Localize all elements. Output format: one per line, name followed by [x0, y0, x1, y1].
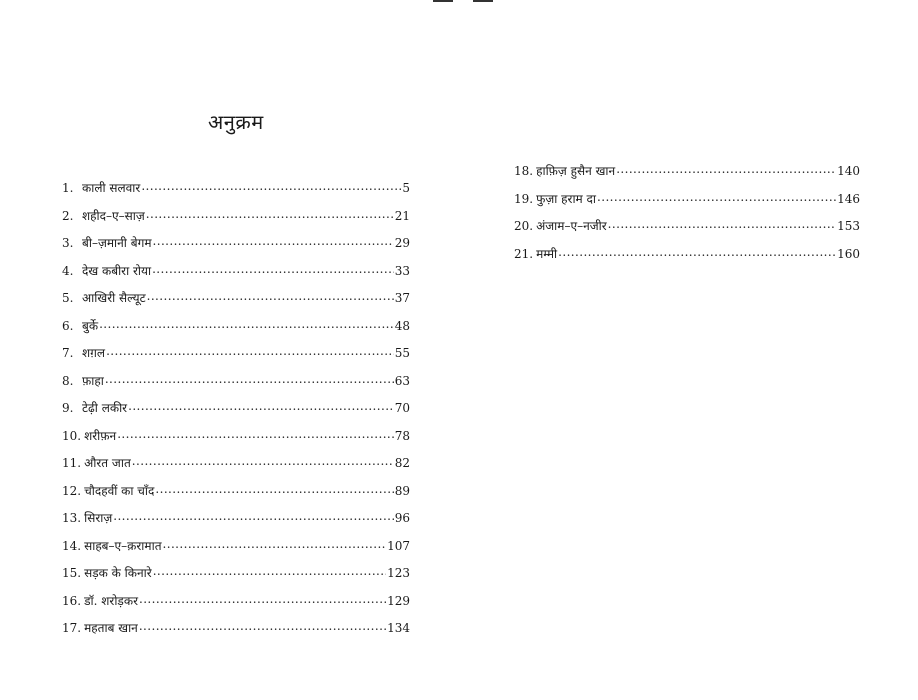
toc-entry-number: 20.: [514, 219, 534, 233]
dot-leader: [153, 565, 386, 577]
toc-entry-title: अंजाम–ए–नजीर: [536, 219, 607, 233]
toc-entry-title: फ़ाहा: [82, 373, 104, 388]
toc-entry-page: 55: [394, 346, 410, 360]
toc-entry-page: 129: [387, 593, 410, 608]
toc-entry-title: साहब–ए–क़रामात: [84, 538, 162, 553]
toc-entry: [62, 508, 410, 536]
dot-leader: [113, 510, 393, 522]
dot-leader: [117, 428, 394, 440]
dot-leader: [597, 191, 836, 203]
toc-entry-page: 140: [837, 164, 860, 178]
toc-entry-number: 18.: [514, 164, 534, 178]
toc-entry-page: 89: [394, 483, 410, 498]
toc-entry-title: टेढ़ी लकीर: [82, 401, 128, 415]
toc-entry-page: 82: [394, 456, 410, 470]
toc-entry-page: 5: [402, 181, 410, 195]
toc-entry-title: महताब खान: [84, 621, 138, 635]
toc-entry-title: हाफ़िज़ हुसैन खान: [536, 164, 616, 178]
toc-entry-page: 146: [837, 191, 860, 206]
toc-entry: [62, 233, 410, 261]
toc-entry: [62, 206, 410, 234]
toc-entry-number: 8.: [62, 373, 74, 388]
dot-leader: [608, 218, 836, 230]
toc-entry-page: 107: [387, 538, 410, 553]
toc-entry-page: 153: [837, 219, 860, 233]
toc-entry-page: 78: [394, 428, 410, 443]
toc-entry-page: 33: [394, 263, 410, 278]
toc-entry-number: 17.: [62, 621, 82, 635]
page-title: अनुक्रम: [208, 110, 264, 134]
dot-leader: [616, 163, 836, 175]
toc-entry-number: 3.: [62, 236, 74, 250]
toc-entry-title: सड़क के किनारे: [84, 566, 152, 580]
toc-entry-page: 37: [394, 291, 410, 305]
toc-entry-number: 5.: [62, 291, 74, 305]
toc-entry-number: 7.: [62, 346, 74, 360]
toc-entry: [62, 453, 410, 481]
toc-entry: [514, 189, 860, 217]
toc-entry: [62, 288, 410, 316]
toc-entry: [62, 591, 410, 619]
toc-entry-number: 10.: [62, 428, 82, 443]
toc-entry-title: चौदहवीं का चाँद: [84, 483, 155, 498]
toc-entry-number: 21.: [514, 246, 534, 261]
toc-entry-page: 123: [387, 566, 410, 580]
toc-entry-page: 21: [394, 208, 410, 223]
toc-entry-page: 160: [837, 246, 860, 261]
top-edge-marks: [433, 0, 493, 4]
dot-leader: [132, 455, 394, 467]
toc-entry-number: 15.: [62, 566, 82, 580]
toc-entry: [62, 536, 410, 564]
toc-entry-page: 29: [394, 236, 410, 250]
dot-leader: [558, 246, 836, 258]
toc-entry: [514, 216, 860, 244]
dot-leader: [105, 373, 394, 385]
toc-entry-number: 12.: [62, 483, 82, 498]
toc-entry: [62, 178, 410, 206]
toc-entry-number: 11.: [62, 456, 82, 470]
toc-entry-title: शग़ल: [82, 346, 106, 360]
toc-entry-number: 13.: [62, 511, 82, 525]
dot-leader: [163, 538, 387, 550]
toc-entry: [62, 261, 410, 289]
dot-leader: [153, 235, 394, 247]
toc-entry-number: 1.: [62, 181, 74, 195]
toc-entry: [62, 371, 410, 399]
toc-entry-number: 4.: [62, 263, 74, 278]
toc-entry: [514, 161, 860, 189]
dot-leader: [139, 620, 386, 632]
dot-leader: [155, 483, 393, 495]
toc-entry-number: 16.: [62, 593, 82, 608]
toc-entry-title: आखिरी सैल्यूट: [82, 291, 146, 305]
toc-entry-page: 70: [394, 401, 410, 415]
toc-entry-title: बुर्के: [82, 318, 99, 333]
toc-entry: [62, 618, 410, 646]
toc-entry-number: 6.: [62, 318, 74, 333]
toc-entry: [514, 244, 860, 272]
toc-entry: [62, 481, 410, 509]
dot-leader: [99, 318, 394, 330]
toc-entry-number: 9.: [62, 401, 74, 415]
toc-entry-number: 14.: [62, 538, 82, 553]
toc-entry-title: शरीफ़न: [84, 428, 117, 443]
dot-leader: [128, 400, 394, 412]
toc-entry-title: बी–ज़मानी बेगम: [82, 236, 152, 250]
dot-leader: [152, 263, 394, 275]
toc-entry-title: सिराज़: [84, 511, 113, 525]
toc-entry-title: डॉ. शरोड़कर: [84, 593, 138, 608]
toc-entry-number: 19.: [514, 191, 534, 206]
toc-entry-number: 2.: [62, 208, 74, 223]
toc-entry-page: 96: [394, 511, 410, 525]
toc-entry: [62, 426, 410, 454]
toc-entry: [62, 316, 410, 344]
toc-left-column: [62, 178, 410, 646]
toc-entry-page: 48: [394, 318, 410, 333]
dot-leader: [106, 345, 394, 357]
toc-entry-title: शहीद–ए–साज़: [82, 208, 145, 223]
toc-entry: [62, 343, 410, 371]
toc-entry-title: काली सलवार: [82, 181, 141, 195]
toc-entry: [62, 398, 410, 426]
toc-entry-title: औरत जात: [84, 456, 131, 470]
dot-leader: [141, 180, 401, 192]
dot-leader: [139, 593, 386, 605]
toc-entry-page: 63: [394, 373, 410, 388]
toc-right-column: [514, 161, 860, 271]
toc-entry-title: देख कबीरा रोया: [82, 263, 152, 278]
toc-entry-page: 134: [387, 621, 410, 635]
toc-entry-title: फुज़ा हराम दा: [536, 191, 597, 206]
toc-entry: [62, 563, 410, 591]
dot-leader: [147, 290, 394, 302]
toc-entry-title: मम्मी: [536, 246, 558, 261]
dot-leader: [146, 208, 394, 220]
